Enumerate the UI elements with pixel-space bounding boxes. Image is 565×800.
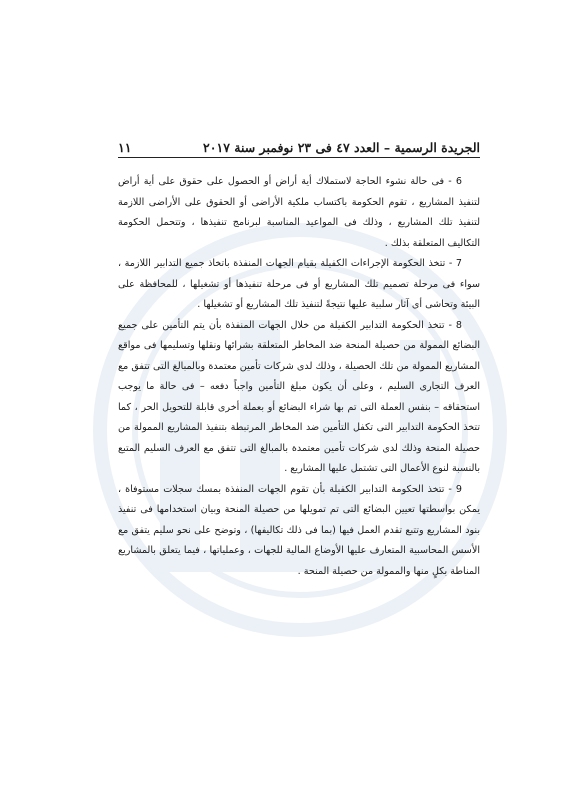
gazette-title: الجريدة الرسمية – العدد ٤٧ فى ٢٣ نوفمبر سنة ٢٠١٧ xyxy=(203,140,480,155)
page-header xyxy=(118,133,480,155)
paragraph-article-8: 8 - تتخذ الحكومة التدابير الكفيلة من خلال الجهات المنفذة بأن يتم التأمين على جميع البضائع الممولة من حصيلة المنحة ضد المخاطر المتعلقة بشرائها ونقلها وتسليمها فى مواقع المشاريع الممولة من تلك الحصيلة ، وذلك لدى شركات تأمين معتمدة وبالمبالغ التى تتفق مع العرف التجارى السليم ، وعلى أن يكون مبلغ التأمين واجباً دفعه – فى حالة ما يوجب استحقاقه – بنفس العملة التى تم بها شراء البضائع أو بعملة أخرى قابلة للتحويل الحر ، كما تتخذ الحكومة التدابير التى تكفل التأمين ضد المخاطر المرتبطة بتنفيذ المشاريع الممولة من حصيلة المنحة وذلك لدى شركات تأمين معتمدة بالمبالغ التى تتفق مع العرف السليم المتبع بالنسبة لنوع الأعمال التى تشتمل عليها المشاريع . xyxy=(118,319,480,474)
paragraph-article-6: 6 - فى حالة نشوء الحاجة لاستملاك أية أراض أو الحصول على حقوق على أية أراض لتنفيذ المشاريع ، تقوم الحكومة باكتساب ملكية الأراضى أو الحقوق على الأراضى اللازمة لتنفيذ تلك المشاريع ، وذلك فى المواعيد المناسبة لبرنامج تنفيذها ، وتتحمل الحكومة التكاليف المتعلقة بذلك . xyxy=(118,176,480,249)
document-body xyxy=(118,172,480,582)
paragraph-article-7: 7 - تتخذ الحكومة الإجراءات الكفيلة بقيام الجهات المنفذة باتخاذ جميع التدابير اللازمة ، سواء فى مرحلة تصميم تلك المشاريع أو فى مرحلة تنفيذها أو تشغيلها ، للمحافظة على البيئة وتحاشى أى آثار سلبية عليها نتيجةً لتنفيذ تلك المشاريع أو تشغيلها . xyxy=(118,258,480,310)
paragraph-article-9: 9 - تتخذ الحكومة التدابير الكفيلة بأن تقوم الجهات المنفذة بمسك سجلات مستوفاة ، يمكن بواسطتها تعيين البضائع التى تم تمويلها من حصيلة المنحة وبيان استخدامها فى تنفيذ بنود المشاريع وتتبع تقدم العمل فيها (بما فى ذلك تكاليفها) ، وتوضح على نحو سليم يتفق مع الأسس المحاسبية المتعارف عليها الأوضاع المالية للجهات ، وعملياتها ، فيما يتعلق بالمشاريع المناطة بكلٍ منها والممولة من حصيلة المنحة . xyxy=(118,483,480,577)
header-divider xyxy=(118,157,480,158)
page-number: ١١ xyxy=(118,140,132,155)
